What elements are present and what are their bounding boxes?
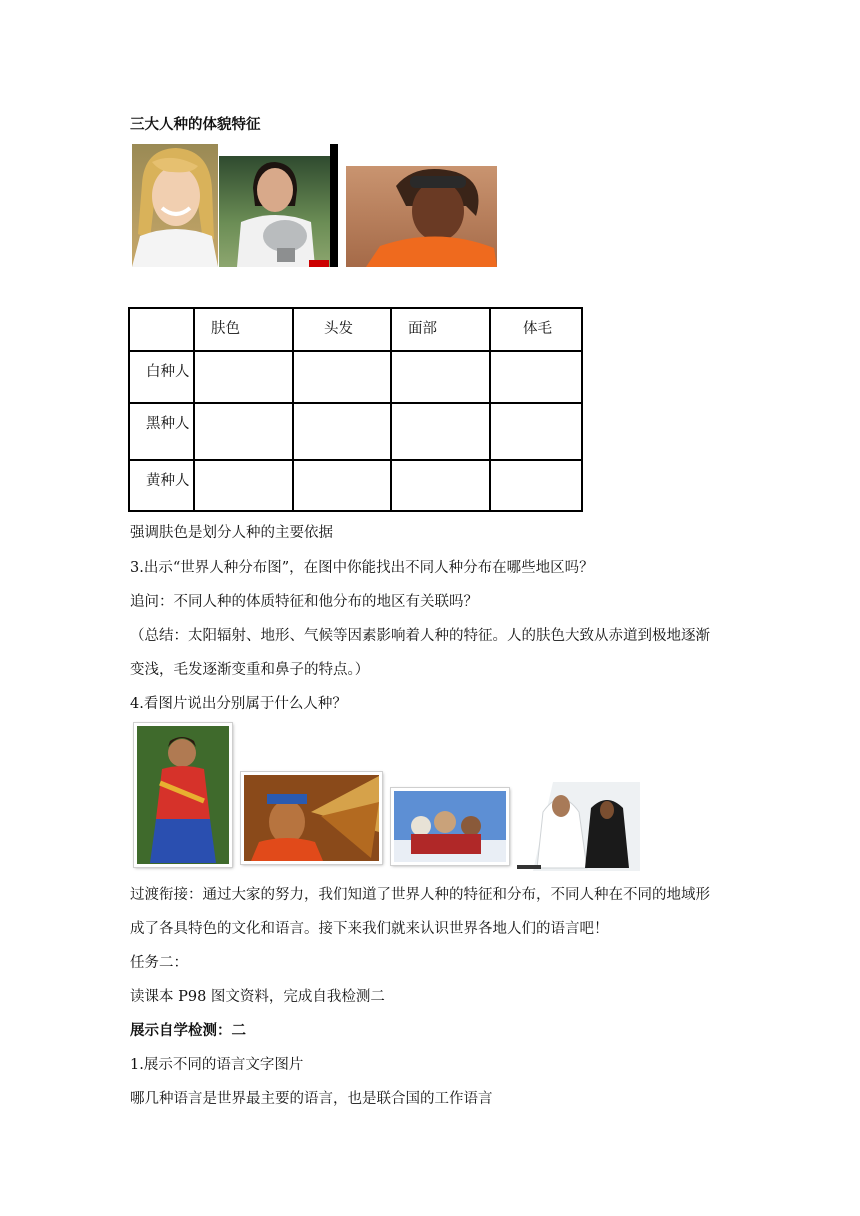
task-two-label: 任务二： <box>130 955 188 971</box>
row-label: 黑种人 <box>129 403 194 460</box>
photo-native-american <box>241 772 382 864</box>
table-cell <box>293 403 391 460</box>
row-label: 白种人 <box>129 351 194 403</box>
table-header-row <box>129 308 582 351</box>
transition-line-1: 过渡衔接：通过大家的努力，我们知道了世界人种的特征和分布，不同人种在不同的地域形 <box>130 887 710 903</box>
photo-asian-woman-trophy <box>219 156 330 267</box>
question-3: 3.出示“世界人种分布图”，在图中你能找出不同人种分布在哪些地区吗？ <box>130 560 594 576</box>
follow-up-question: 追问：不同人种的体质特征和他分布的地区有关联吗？ <box>130 594 478 610</box>
section-title: 三大人种的体貌特征 <box>130 117 261 133</box>
question-4: 4.看图片说出分别属于什么人种？ <box>130 696 347 712</box>
table-cell <box>490 460 582 511</box>
photo-black-woman <box>346 166 497 267</box>
photo-arab-people <box>513 782 640 871</box>
table-header-cell: 肤色 <box>194 308 293 351</box>
summary-line-1: （总结：太阳辐射、地形、气候等因素影响着人种的特征。人的肤色大致从赤道到极地逐渐 <box>130 628 710 644</box>
image-edge-bar <box>330 144 338 267</box>
table-cell <box>194 351 293 403</box>
emphasis-text: 强调肤色是划分人种的主要依据 <box>130 525 333 541</box>
table-cell <box>490 351 582 403</box>
self-check-heading: 展示自学检测：二 <box>130 1023 246 1039</box>
table-row <box>129 403 582 460</box>
table-row <box>129 460 582 511</box>
table-header-cell <box>129 308 194 351</box>
table-cell <box>194 403 293 460</box>
table-cell <box>391 460 490 511</box>
table-cell <box>293 460 391 511</box>
table-cell <box>293 351 391 403</box>
summary-line-2: 变浅，毛发逐渐变重和鼻子的特点。） <box>130 662 370 678</box>
table-header-cell: 体毛 <box>490 308 582 351</box>
row-label: 黄种人 <box>129 460 194 511</box>
table-cell <box>490 403 582 460</box>
race-characteristics-table <box>128 307 583 512</box>
table-cell <box>391 351 490 403</box>
photo-arctic-people <box>391 788 509 865</box>
table-cell <box>391 403 490 460</box>
transition-line-2: 成了各具特色的文化和语言。接下来我们就来认识世界各地人们的语言吧！ <box>130 921 609 937</box>
photo-indian-dancer <box>134 723 232 867</box>
table-cell <box>194 460 293 511</box>
table-header-cell: 面部 <box>391 308 490 351</box>
language-question: 哪几种语言是世界最主要的语言，也是联合国的工作语言 <box>130 1091 493 1107</box>
table-row <box>129 351 582 403</box>
photo-blonde-woman <box>132 144 218 267</box>
reading-instruction: 读课本 P98 图文资料，完成自我检测二 <box>130 989 385 1005</box>
item-1: 1.展示不同的语言文字图片 <box>130 1057 304 1073</box>
table-header-cell: 头发 <box>293 308 391 351</box>
